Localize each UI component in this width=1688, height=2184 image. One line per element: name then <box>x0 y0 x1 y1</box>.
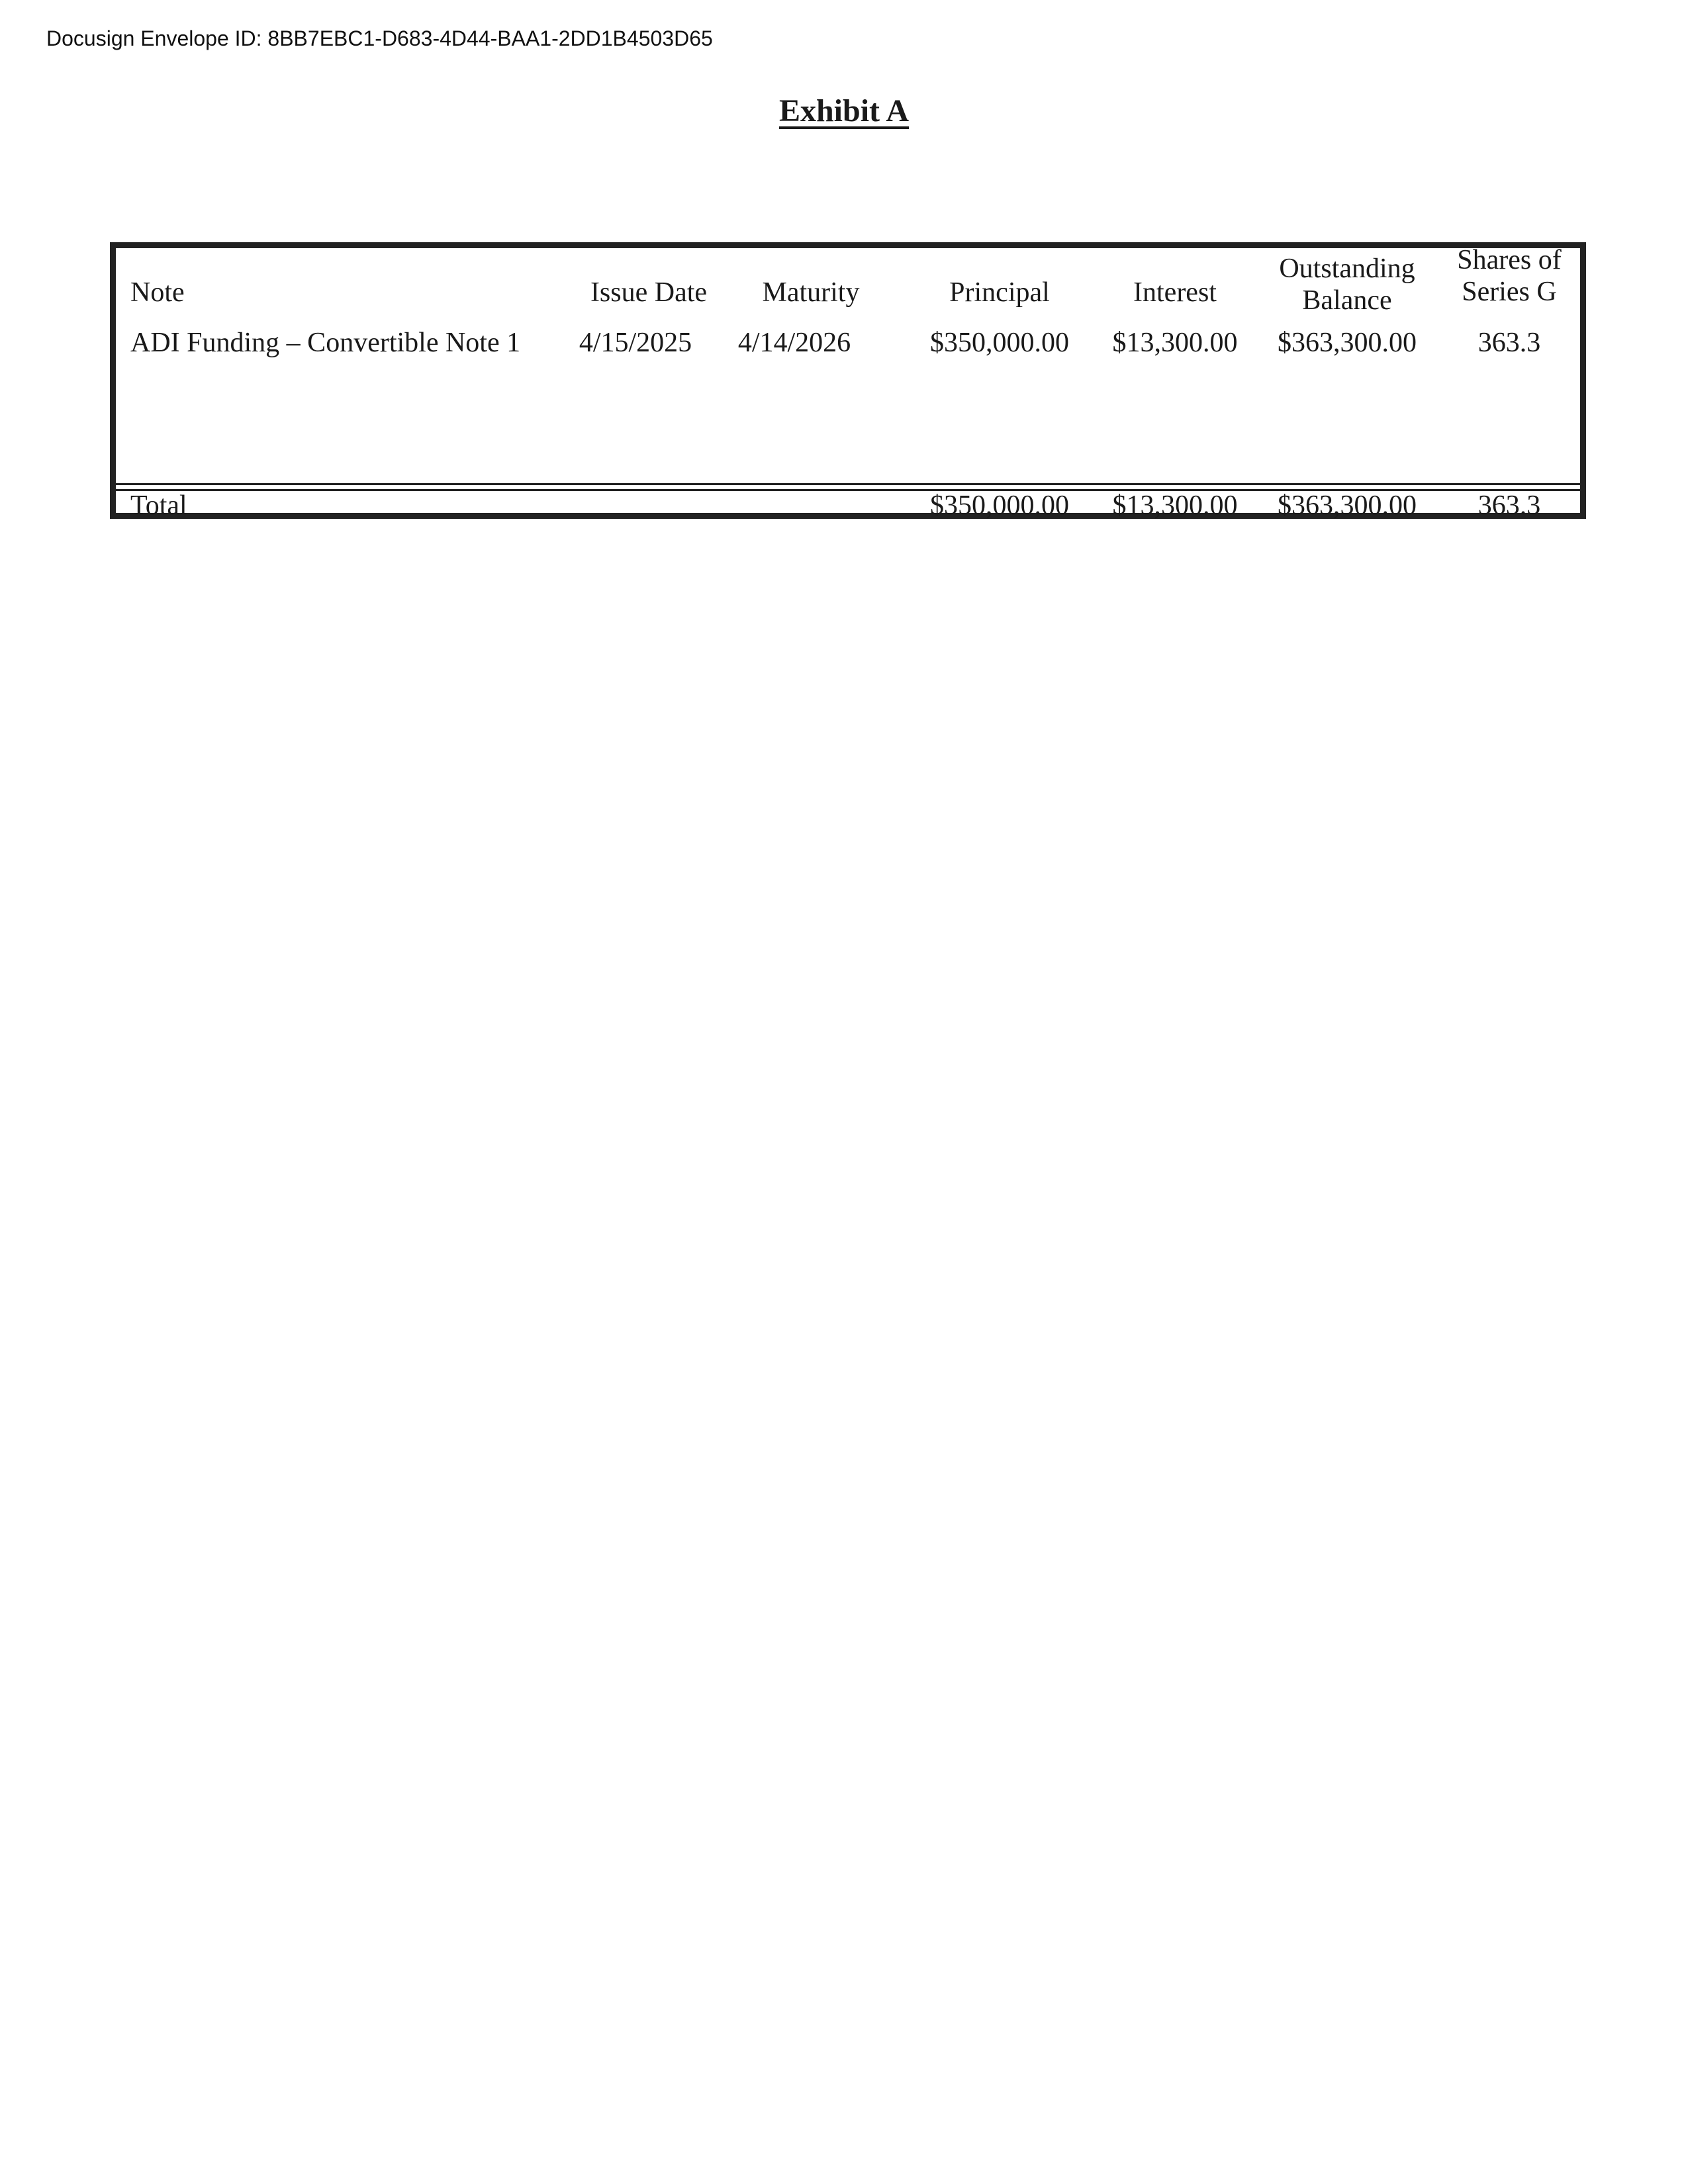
row-maturity: 4/14/2026 <box>737 328 851 358</box>
total-shares: 363.3 <box>1477 490 1541 521</box>
header-principal: Principal <box>949 277 1050 308</box>
row-interest: $13,300.00 <box>1112 328 1238 358</box>
total-interest: $13,300.00 <box>1112 490 1238 521</box>
page-title: Exhibit A <box>778 93 910 128</box>
header-outstanding-balance <box>1248 253 1446 316</box>
notes-table <box>110 242 1586 519</box>
header-maturity: Maturity <box>762 277 860 308</box>
row-note: ADI Funding – Convertible Note 1 <box>130 328 521 358</box>
header-note: Note <box>130 277 185 308</box>
header-shares-line2: Series G <box>1462 277 1557 307</box>
docusign-envelope-id: Docusign Envelope ID: 8BB7EBC1-D683-4D44-BAA1-2DD1B4503D65 <box>46 26 713 50</box>
header-shares-line1: Shares of <box>1457 245 1562 275</box>
header-shares-series-g <box>1446 244 1572 308</box>
header-outstanding-line2: Balance <box>1302 285 1392 316</box>
row-issue-date: 4/15/2025 <box>579 328 692 358</box>
row-shares: 363.3 <box>1477 328 1541 358</box>
header-interest: Interest <box>1133 277 1217 308</box>
header-outstanding-line1: Outstanding <box>1279 253 1415 284</box>
header-issue-date: Issue Date <box>590 277 708 308</box>
total-outstanding-balance: $363,300.00 <box>1278 490 1417 521</box>
total-label: Total <box>130 490 187 521</box>
row-outstanding-balance: $363,300.00 <box>1278 328 1417 358</box>
row-principal: $350,000.00 <box>930 328 1069 358</box>
total-principal: $350,000.00 <box>930 490 1069 521</box>
